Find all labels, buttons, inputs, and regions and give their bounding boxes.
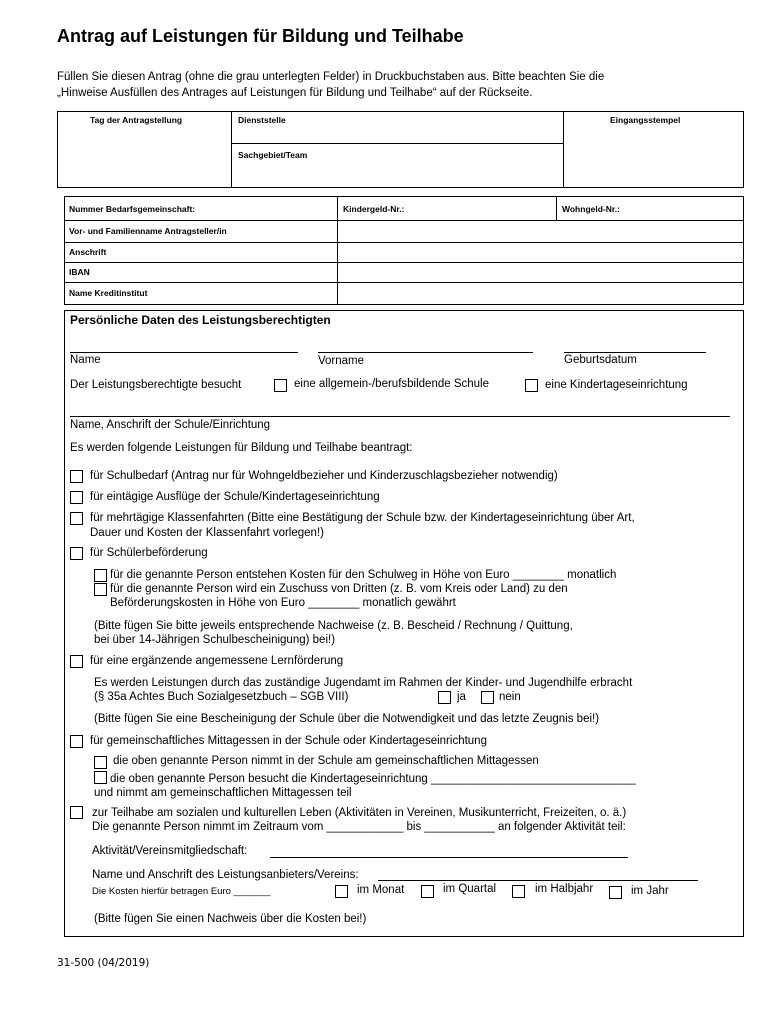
- aktivitaet-field[interactable]: [270, 857, 628, 858]
- nummer-bg-label: Nummer Bedarfsgemeinschaft:: [69, 204, 196, 214]
- intro-line-2: „Hinweise Ausfüllen des Antrages auf Leistungen für Bildung und Teilhabe“ auf der Rückseite.: [57, 87, 533, 99]
- klassenfahrt-checkbox[interactable]: [70, 512, 83, 525]
- teilhabe-label-2: Die genannte Person nimmt im Zeitraum vom ____________ bis ___________ an folgender Aktivität teil:: [92, 821, 626, 833]
- antragsteller-name-label: Vor- und Familienname Antragsteller/in: [69, 226, 227, 236]
- personal-heading: Persönliche Daten des Leistungsberechtigten: [70, 313, 331, 327]
- mitt-schule-checkbox[interactable]: [94, 756, 107, 769]
- ja-checkbox[interactable]: [438, 691, 451, 704]
- schule-checkbox[interactable]: [274, 379, 287, 392]
- mittagessen-checkbox[interactable]: [70, 735, 83, 748]
- sachgebiet-label: Sachgebiet/Team: [238, 150, 308, 160]
- form-number: 31-500 (04/2019): [57, 957, 150, 969]
- halbjahr-label: im Halbjahr: [535, 883, 594, 895]
- ja-label: ja: [457, 691, 466, 703]
- besucht-label: Der Leistungsberechtigte besucht: [70, 379, 242, 391]
- klassenfahrt-label-2: Dauer und Kosten der Klassenfahrt vorlegen!): [90, 527, 324, 539]
- kosten-label: Die Kosten hierfür betragen Euro _______: [92, 886, 271, 897]
- dienststelle-label: Dienststelle: [238, 115, 286, 125]
- mitt-kita-label-1: die oben genannte Person besucht die Kindertageseinrichtung ________________________________: [110, 773, 636, 785]
- geburtsdatum-label: Geburtsdatum: [564, 354, 637, 366]
- mitt-kita-label-2: und nimmt am gemeinschaftlichen Mittagessen teil: [94, 787, 352, 799]
- jahr-label: im Jahr: [631, 885, 669, 897]
- nein-label: nein: [499, 691, 521, 703]
- anbieter-label: Name und Anschrift des Leistungsanbieters/Vereins:: [92, 869, 359, 881]
- schule-anschrift-label: Name, Anschrift der Schule/Einrichtung: [70, 419, 271, 431]
- ausfluege-label: für eintägige Ausflüge der Schule/Kindertageseinrichtung: [90, 491, 380, 503]
- kita-checkbox[interactable]: [525, 379, 538, 392]
- bef-zuschuss-label-1: für die genannte Person wird ein Zuschuss von Dritten (z. B. vom Kreis oder Land) zu den: [110, 583, 568, 595]
- anschrift-label: Anschrift: [69, 247, 107, 257]
- wohngeld-label: Wohngeld-Nr.:: [562, 204, 620, 214]
- bef-zuschuss-checkbox[interactable]: [94, 583, 107, 596]
- kita-label: eine Kindertageseinrichtung: [545, 379, 688, 391]
- teilhabe-label-1: zur Teilhabe am sozialen und kulturellen Leben (Aktivitäten in Vereinen, Musikunterricht, Freizeiten, o. ä.): [92, 807, 627, 819]
- kindergeld-label: Kindergeld-Nr.:: [343, 204, 405, 214]
- anbieter-field[interactable]: [378, 880, 698, 881]
- nein-checkbox[interactable]: [481, 691, 494, 704]
- name-field[interactable]: [70, 352, 298, 353]
- ausfluege-checkbox[interactable]: [70, 491, 83, 504]
- mittagessen-label: für gemeinschaftliches Mittagessen in der Schule oder Kindertageseinrichtung: [90, 735, 487, 747]
- applicant-table: [64, 196, 744, 305]
- vorname-label: Vorname: [318, 355, 365, 367]
- monat-checkbox[interactable]: [335, 885, 348, 898]
- eingangsstempel-label: Eingangsstempel: [610, 115, 681, 125]
- befoerderung-checkbox[interactable]: [70, 547, 83, 560]
- tag-der-antragstellung-label: Tag der Antragstellung: [90, 115, 183, 125]
- teilhabe-checkbox[interactable]: [70, 806, 83, 819]
- klassenfahrt-label-1: für mehrtägige Klassenfahrten (Bitte eine Bestätigung der Schule bzw. der Kindertageseinrichtung über Art,: [90, 512, 635, 524]
- intro-text: [57, 69, 717, 101]
- mitt-schule-label: die oben genannte Person nimmt in der Schule am gemeinschaftlichen Mittagessen: [113, 755, 539, 767]
- iban-label: IBAN: [69, 267, 90, 277]
- schule-label: eine allgemein-/berufsbildende Schule: [294, 378, 489, 390]
- lern-jugend-1: Es werden Leistungen durch das zuständige Jugendamt im Rahmen der Kinder- und Jugendhilfe erbracht: [94, 677, 633, 689]
- monat-label: im Monat: [357, 884, 405, 896]
- bef-hinweis-1: (Bitte fügen Sie bitte jeweils entsprechende Nachweise (z. B. Bescheid / Rechnung / Quittung,: [94, 620, 573, 632]
- aktivitaet-label: Aktivität/Vereinsmitgliedschaft:: [92, 845, 248, 857]
- geburtsdatum-field[interactable]: [564, 352, 706, 353]
- office-header-table: [57, 111, 744, 188]
- kreditinstitut-label: Name Kreditinstitut: [69, 288, 148, 298]
- page-title: Antrag auf Leistungen für Bildung und Teilhabe: [57, 26, 464, 46]
- bef-kosten-checkbox[interactable]: [94, 569, 107, 582]
- quartal-label: im Quartal: [443, 883, 497, 895]
- befoerderung-label: für Schülerbeförderung: [90, 547, 208, 559]
- halbjahr-checkbox[interactable]: [512, 885, 525, 898]
- bef-hinweis-2: bei über 14-Jährigen Schulbescheinigung) bei!): [94, 634, 336, 646]
- lernfoerderung-label: für eine ergänzende angemessene Lernförderung: [90, 655, 344, 667]
- lern-jugend-2: (§ 35a Achtes Buch Sozialgesetzbuch – SGB VIII): [94, 691, 349, 703]
- quartal-checkbox[interactable]: [421, 885, 434, 898]
- name-label: Name: [70, 354, 101, 366]
- kosten-hinweis: (Bitte fügen Sie einen Nachweis über die Kosten bei!): [94, 913, 367, 925]
- lern-hinweis: (Bitte fügen Sie eine Bescheinigung der Schule über die Notwendigkeit und das letzte Zeugnis bei!): [94, 713, 600, 725]
- schule-anschrift-field[interactable]: [70, 416, 730, 417]
- jahr-checkbox[interactable]: [609, 886, 622, 899]
- vorname-field[interactable]: [318, 352, 533, 353]
- intro-line-1: Füllen Sie diesen Antrag (ohne die grau unterlegten Felder) in Druckbuchstaben aus. Bitte beachten Sie die: [57, 71, 605, 83]
- mitt-kita-checkbox[interactable]: [94, 771, 107, 784]
- schulbedarf-label: für Schulbedarf (Antrag nur für Wohngeldbezieher und Kinderzuschlagsbezieher notwendig): [90, 470, 558, 482]
- lernfoerderung-checkbox[interactable]: [70, 655, 83, 668]
- beantragt-label: Es werden folgende Leistungen für Bildung und Teilhabe beantragt:: [70, 442, 413, 454]
- bef-kosten-label: für die genannte Person entstehen Kosten für den Schulweg in Höhe von Euro ________ monatlich: [110, 569, 617, 581]
- bef-zuschuss-label-2: Beförderungskosten in Höhe von Euro ________ monatlich gewährt: [110, 597, 456, 609]
- schulbedarf-checkbox[interactable]: [70, 470, 83, 483]
